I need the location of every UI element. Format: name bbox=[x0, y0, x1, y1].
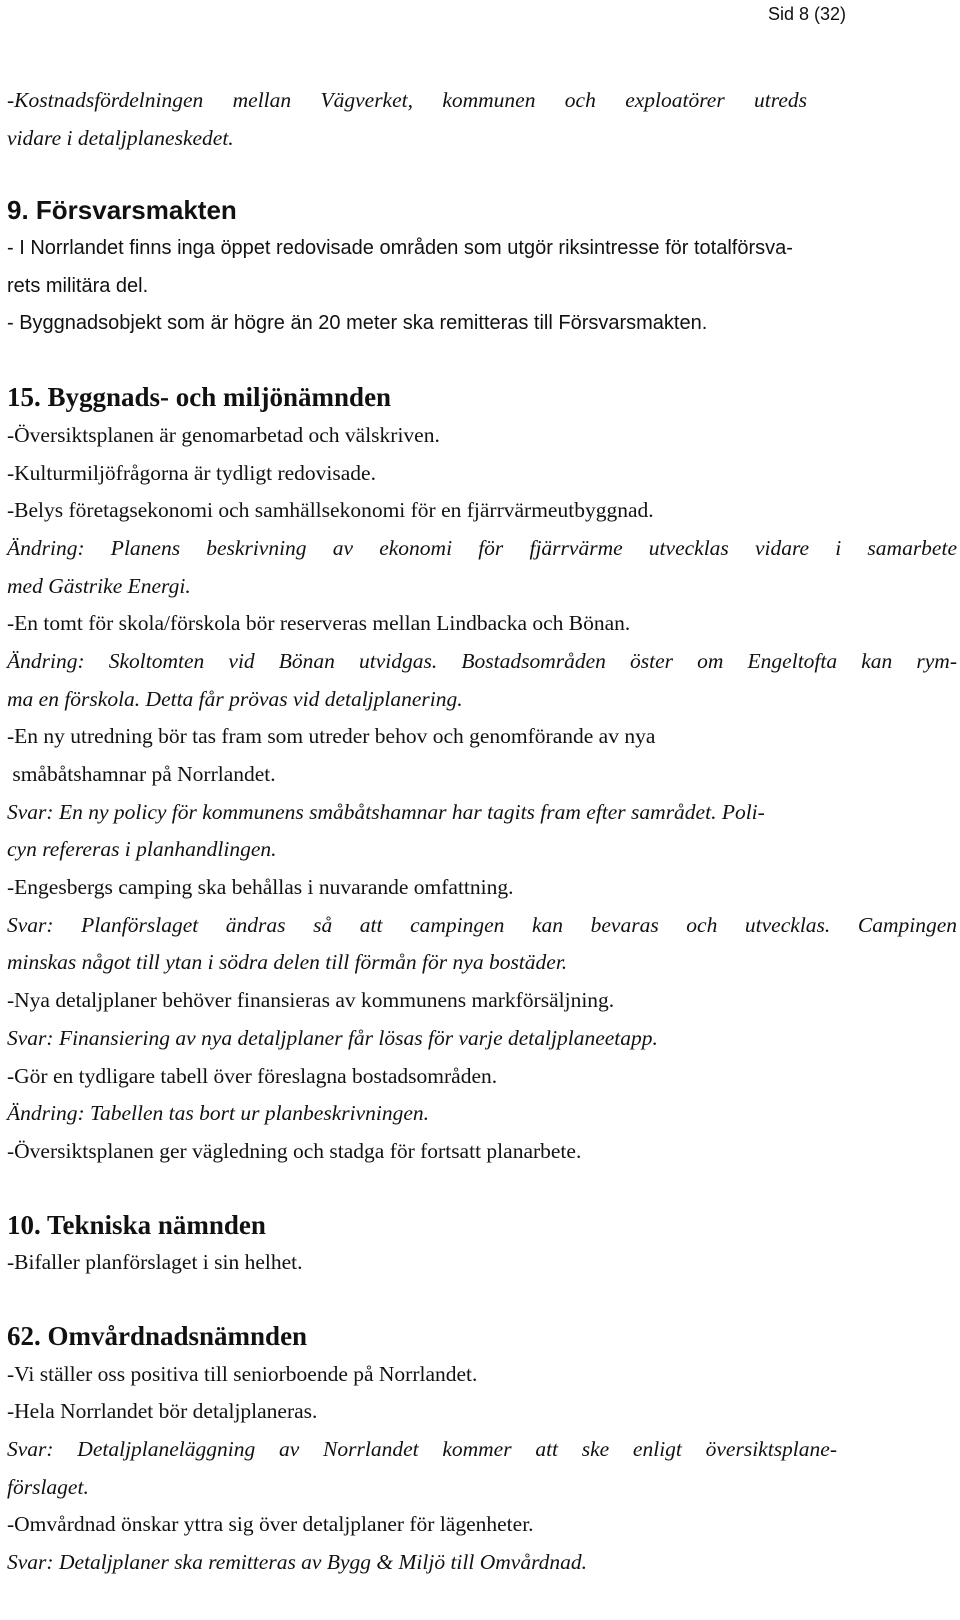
paragraph-line: -Omvårdnad önskar yttra sig över detaljplaner för lägenheter. bbox=[7, 1512, 534, 1537]
answer-line: Svar: Finansiering av nya detaljplaner får lösas för varje detaljplaneetapp. bbox=[7, 1025, 658, 1050]
change-line: Ändring: Tabellen tas bort ur planbeskrivningen. bbox=[7, 1101, 430, 1126]
paragraph-line: småbåtshamnar på Norrlandet. bbox=[7, 762, 276, 786]
paragraph-line: -Hela Norrlandet bör detaljplaneras. bbox=[7, 1399, 318, 1424]
paragraph-line: -Bifaller planförslaget i sin helhet. bbox=[7, 1250, 303, 1275]
intro-line: -Kostnadsfördelningen mellan Vägverket, kommunen och exploatörer utreds bbox=[7, 88, 807, 112]
section-heading: 10. Tekniska nämnden bbox=[7, 1209, 266, 1240]
paragraph-line: -Belys företagsekonomi och samhällsekonomi för en fjärrvärmeutbyggnad. bbox=[7, 498, 654, 523]
answer-line: Svar: Detaljplaner ska remitteras av Bygg & Miljö till Omvårdnad. bbox=[7, 1550, 588, 1575]
paragraph-line: -Översiktsplanen ger vägledning och stadga för fortsatt planarbete. bbox=[7, 1138, 582, 1163]
paragraph-line: - Byggnadsobjekt som är högre än 20 meter ska remitteras till Försvarsmakten. bbox=[7, 312, 708, 335]
paragraph-line: - I Norrlandet finns inga öppet redovisade områden som utgör riksintresse för totalförsva- bbox=[7, 237, 793, 260]
paragraph-line: -En tomt för skola/förskola bör reserveras mellan Lindbacka och Bönan. bbox=[7, 611, 631, 636]
section-byggnads-och-miljonamnden bbox=[7, 379, 957, 1170]
intro-section bbox=[7, 82, 957, 157]
paragraph-line: rets militära del. bbox=[7, 274, 149, 297]
change-line: Ändring: Skoltomten vid Bönan utvidgas. Bostadsområden öster om Engeltofta kan rym- bbox=[7, 648, 957, 673]
section-omvardnadsnamnden bbox=[7, 1318, 957, 1582]
answer-line: Svar: Detaljplaneläggning av Norrlandet kommer att ske enligt översiktsplane- bbox=[7, 1437, 837, 1461]
paragraph-line: -Kulturmiljöfrågorna är tydligt redovisade. bbox=[7, 460, 376, 485]
page-number: Sid 8 (32) bbox=[767, 4, 846, 24]
change-line: Ändring: Planens beskrivning av ekonomi för fjärrvärme utvecklas vidare i samarbete bbox=[7, 535, 957, 560]
section-heading: 62. Omvårdnadsnämnden bbox=[7, 1320, 308, 1351]
paragraph-line: -Gör en tydligare tabell över föreslagna bostadsområden. bbox=[7, 1063, 498, 1088]
paragraph-line: -Vi ställer oss positiva till seniorboende på Norrlandet. bbox=[7, 1361, 478, 1386]
section-forsvarsmakten bbox=[7, 192, 957, 343]
section-tekniska-namnden bbox=[7, 1207, 957, 1282]
document-body bbox=[7, 82, 957, 1582]
answer-line: Svar: Planförslaget ändras så att campingen kan bevaras och utvecklas. Campingen bbox=[7, 912, 957, 937]
paragraph-line: -En ny utredning bör tas fram som utreder behov och genomförande av nya bbox=[7, 724, 656, 749]
answer-line: cyn refereras i planhandlingen. bbox=[7, 837, 277, 862]
paragraph-line: -Engesbergs camping ska behållas i nuvarande omfattning. bbox=[7, 875, 514, 900]
change-line: med Gästrike Energi. bbox=[7, 573, 191, 598]
answer-line: minskas något till ytan i södra delen till förmån för nya bostäder. bbox=[7, 950, 568, 975]
section-heading: 9. Försvarsmakten bbox=[7, 195, 237, 226]
paragraph-line: -Översiktsplanen är genomarbetad och välskriven. bbox=[7, 422, 440, 447]
answer-line: förslaget. bbox=[7, 1474, 89, 1499]
section-heading: 15. Byggnads- och miljönämnden bbox=[7, 382, 392, 413]
paragraph-line: -Nya detaljplaner behöver finansieras av kommunens markförsäljning. bbox=[7, 988, 615, 1013]
change-line: ma en förskola. Detta får prövas vid detaljplanering. bbox=[7, 686, 463, 711]
intro-line: vidare i detaljplaneskedet. bbox=[7, 125, 234, 150]
answer-line: Svar: En ny policy för kommunens småbåtshamnar har tagits fram efter samrådet. Poli- bbox=[7, 799, 765, 824]
